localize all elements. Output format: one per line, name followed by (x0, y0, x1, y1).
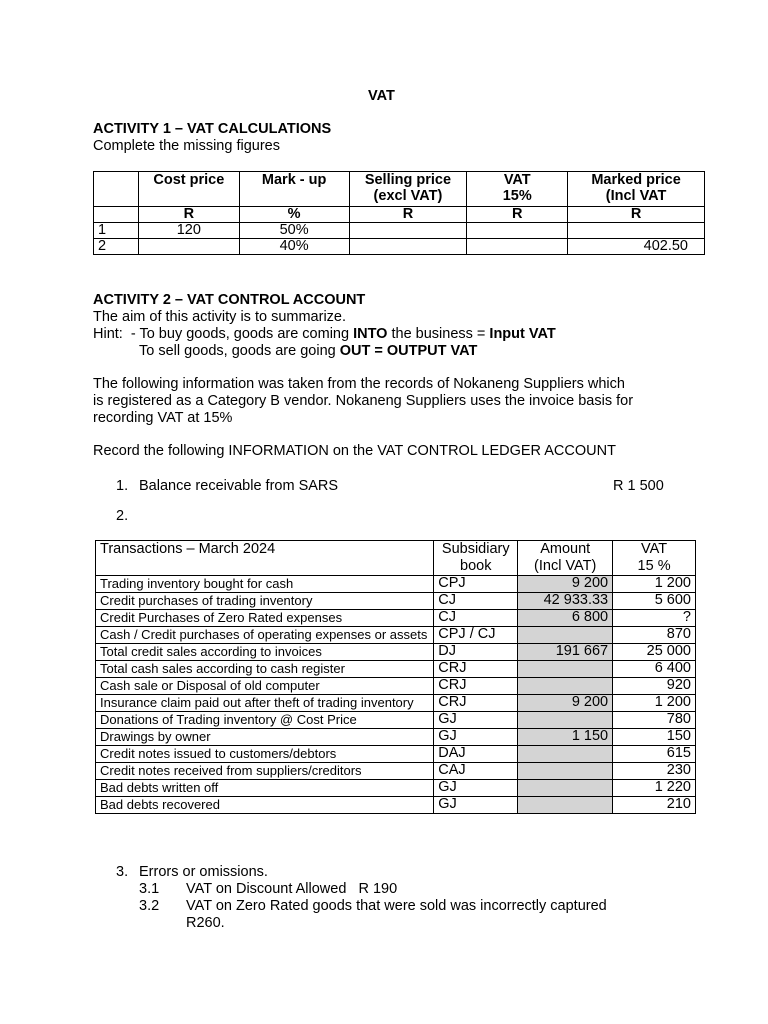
amount-cell (518, 763, 613, 780)
table-row (96, 712, 696, 729)
table-row (96, 627, 696, 644)
amount-cell: 1 150 (518, 729, 613, 746)
transaction-description: Drawings by owner (96, 729, 434, 746)
hint-text: To sell goods, goods are going (139, 343, 340, 359)
table-row (96, 661, 696, 678)
selling-price-cell (349, 223, 467, 239)
units-row (94, 207, 705, 223)
amount-cell (518, 780, 613, 797)
table-row (96, 678, 696, 695)
activity2-aim: The aim of this activity is to summarize. (93, 309, 347, 325)
header-cell: Cost price (138, 172, 239, 207)
subsidiary-book-cell: CRJ (434, 661, 518, 678)
info-paragraph-line: recording VAT at 15% (93, 410, 233, 426)
vat-cell: 780 (613, 712, 696, 729)
amount-cell: 6 800 (518, 610, 613, 627)
transactions-table (95, 540, 696, 814)
vat-cell: 1 220 (613, 780, 696, 797)
table-row (94, 239, 705, 255)
unit-cell: R (467, 207, 568, 223)
header-cell: Mark - up (239, 172, 349, 207)
transaction-description: Credit Purchases of Zero Rated expenses (96, 610, 434, 627)
vat-calculations-table (93, 171, 705, 255)
transaction-description: Credit notes issued to customers/debtors (96, 746, 434, 763)
hint-text: Hint: - To buy goods, goods are coming (93, 326, 354, 342)
record-instruction: Record the following INFORMATION on the VAT CONTROL LEDGER ACCOUNT (93, 443, 616, 459)
table-row (96, 610, 696, 627)
header-cell: VAT 15 % (613, 541, 696, 576)
vat-cell: ? (613, 610, 696, 627)
table-header-row (96, 541, 696, 576)
header-cell: Selling price (excl VAT) (349, 172, 467, 207)
header-cell: Marked price (Incl VAT (568, 172, 705, 207)
transaction-description: Credit purchases of trading inventory (96, 593, 434, 610)
hint-text: the business = (387, 326, 490, 342)
subsidiary-book-cell: CRJ (434, 695, 518, 712)
amount-cell (518, 712, 613, 729)
transaction-description: Credit notes received from suppliers/creditors (96, 763, 434, 780)
page-title: VAT (368, 88, 395, 104)
unit-cell: % (239, 207, 349, 223)
table-row (96, 780, 696, 797)
header-cell: Amount (Incl VAT) (518, 541, 613, 576)
amount-cell: 42 933.33 (518, 593, 613, 610)
vat-cell: 230 (613, 763, 696, 780)
vat-cell: 5 600 (613, 593, 696, 610)
transaction-description: Bad debts recovered (96, 797, 434, 814)
subsidiary-book-cell: GJ (434, 729, 518, 746)
unit-cell: R (138, 207, 239, 223)
markup-cell: 50% (239, 223, 349, 239)
subsidiary-book-cell: GJ (434, 780, 518, 797)
transaction-description: Trading inventory bought for cash (96, 576, 434, 593)
activity1-instruction: Complete the missing figures (93, 138, 280, 154)
error-item-text: R260. (186, 915, 225, 931)
transaction-description: Total cash sales according to cash register (96, 661, 434, 678)
subsidiary-book-cell: CAJ (434, 763, 518, 780)
table-row (96, 644, 696, 661)
table-row (96, 576, 696, 593)
subsidiary-book-cell: CPJ (434, 576, 518, 593)
transaction-description: Donations of Trading inventory @ Cost Price (96, 712, 434, 729)
unit-cell: R (349, 207, 467, 223)
error-item-text: VAT on Zero Rated goods that were sold was incorrectly captured (186, 898, 607, 914)
table-row (96, 729, 696, 746)
subsidiary-book-cell: GJ (434, 797, 518, 814)
vat-cell: 615 (613, 746, 696, 763)
info-paragraph-line: is registered as a Category B vendor. Nokaneng Suppliers uses the invoice basis for (93, 393, 634, 409)
cost-price-cell: 120 (138, 223, 239, 239)
hint-bold: Input VAT (489, 326, 556, 342)
hint-bold: OUT = OUTPUT VAT (339, 343, 478, 359)
header-cell: VAT 15% (467, 172, 568, 207)
vat-cell: 210 (613, 797, 696, 814)
vat-cell (467, 223, 568, 239)
hint-bold: INTO (353, 326, 388, 342)
selling-price-cell (349, 239, 467, 255)
header-cell (94, 172, 139, 207)
vat-cell: 25 000 (613, 644, 696, 661)
vat-cell: 870 (613, 627, 696, 644)
table-row (94, 223, 705, 239)
amount-cell (518, 627, 613, 644)
hint-line-1 (93, 326, 556, 343)
transaction-description: Bad debts written off (96, 780, 434, 797)
marked-price-cell: 402.50 (568, 239, 705, 255)
amount-cell: 9 200 (518, 695, 613, 712)
list-number: 3. (116, 864, 129, 880)
amount-cell: 191 667 (518, 644, 613, 661)
amount-cell (518, 797, 613, 814)
activity2-heading: ACTIVITY 2 – VAT CONTROL ACCOUNT (93, 292, 366, 308)
table-row (96, 593, 696, 610)
vat-cell: 6 400 (613, 661, 696, 678)
subsidiary-book-cell: DJ (434, 644, 518, 661)
subsidiary-book-cell: CJ (434, 593, 518, 610)
subsidiary-book-cell: CJ (434, 610, 518, 627)
table-row (96, 695, 696, 712)
list-item-amount: R 1 500 (613, 478, 664, 494)
amount-cell (518, 746, 613, 763)
subsidiary-book-cell: DAJ (434, 746, 518, 763)
error-item-text: VAT on Discount Allowed R 190 (186, 881, 398, 897)
amount-cell: 9 200 (518, 576, 613, 593)
unit-cell: R (568, 207, 705, 223)
table-row (96, 763, 696, 780)
header-cell: Subsidiary book (434, 541, 518, 576)
row-number: 1 (94, 223, 139, 239)
cost-price-cell (138, 239, 239, 255)
transaction-description: Cash / Credit purchases of operating expenses or assets (96, 627, 434, 644)
vat-cell: 1 200 (613, 576, 696, 593)
table-header-row (94, 172, 705, 207)
table-row (96, 746, 696, 763)
errors-heading: Errors or omissions. (139, 864, 268, 880)
subsidiary-book-cell: CRJ (434, 678, 518, 695)
table-row (96, 797, 696, 814)
vat-cell: 1 200 (613, 695, 696, 712)
vat-cell: 920 (613, 678, 696, 695)
amount-cell (518, 678, 613, 695)
subsidiary-book-cell: GJ (434, 712, 518, 729)
row-number: 2 (94, 239, 139, 255)
hint-line-2 (139, 343, 477, 360)
list-number: 1. (116, 478, 129, 494)
unit-cell (94, 207, 139, 223)
transaction-description: Cash sale or Disposal of old computer (96, 678, 434, 695)
list-number: 2. (116, 508, 129, 524)
vat-cell: 150 (613, 729, 696, 746)
header-cell: Transactions – March 2024 (96, 541, 434, 576)
transaction-description: Total credit sales according to invoices (96, 644, 434, 661)
markup-cell: 40% (239, 239, 349, 255)
list-item-text: Balance receivable from SARS (139, 478, 339, 494)
subsidiary-book-cell: CPJ / CJ (434, 627, 518, 644)
transaction-description: Insurance claim paid out after theft of trading inventory (96, 695, 434, 712)
sub-list-number: 3.2 (139, 898, 160, 914)
info-paragraph-line: The following information was taken from the records of Nokaneng Suppliers which (93, 376, 625, 392)
sub-list-number: 3.1 (139, 881, 160, 897)
vat-cell (467, 239, 568, 255)
activity1-heading: ACTIVITY 1 – VAT CALCULATIONS (93, 121, 332, 137)
marked-price-cell (568, 223, 705, 239)
amount-cell (518, 661, 613, 678)
